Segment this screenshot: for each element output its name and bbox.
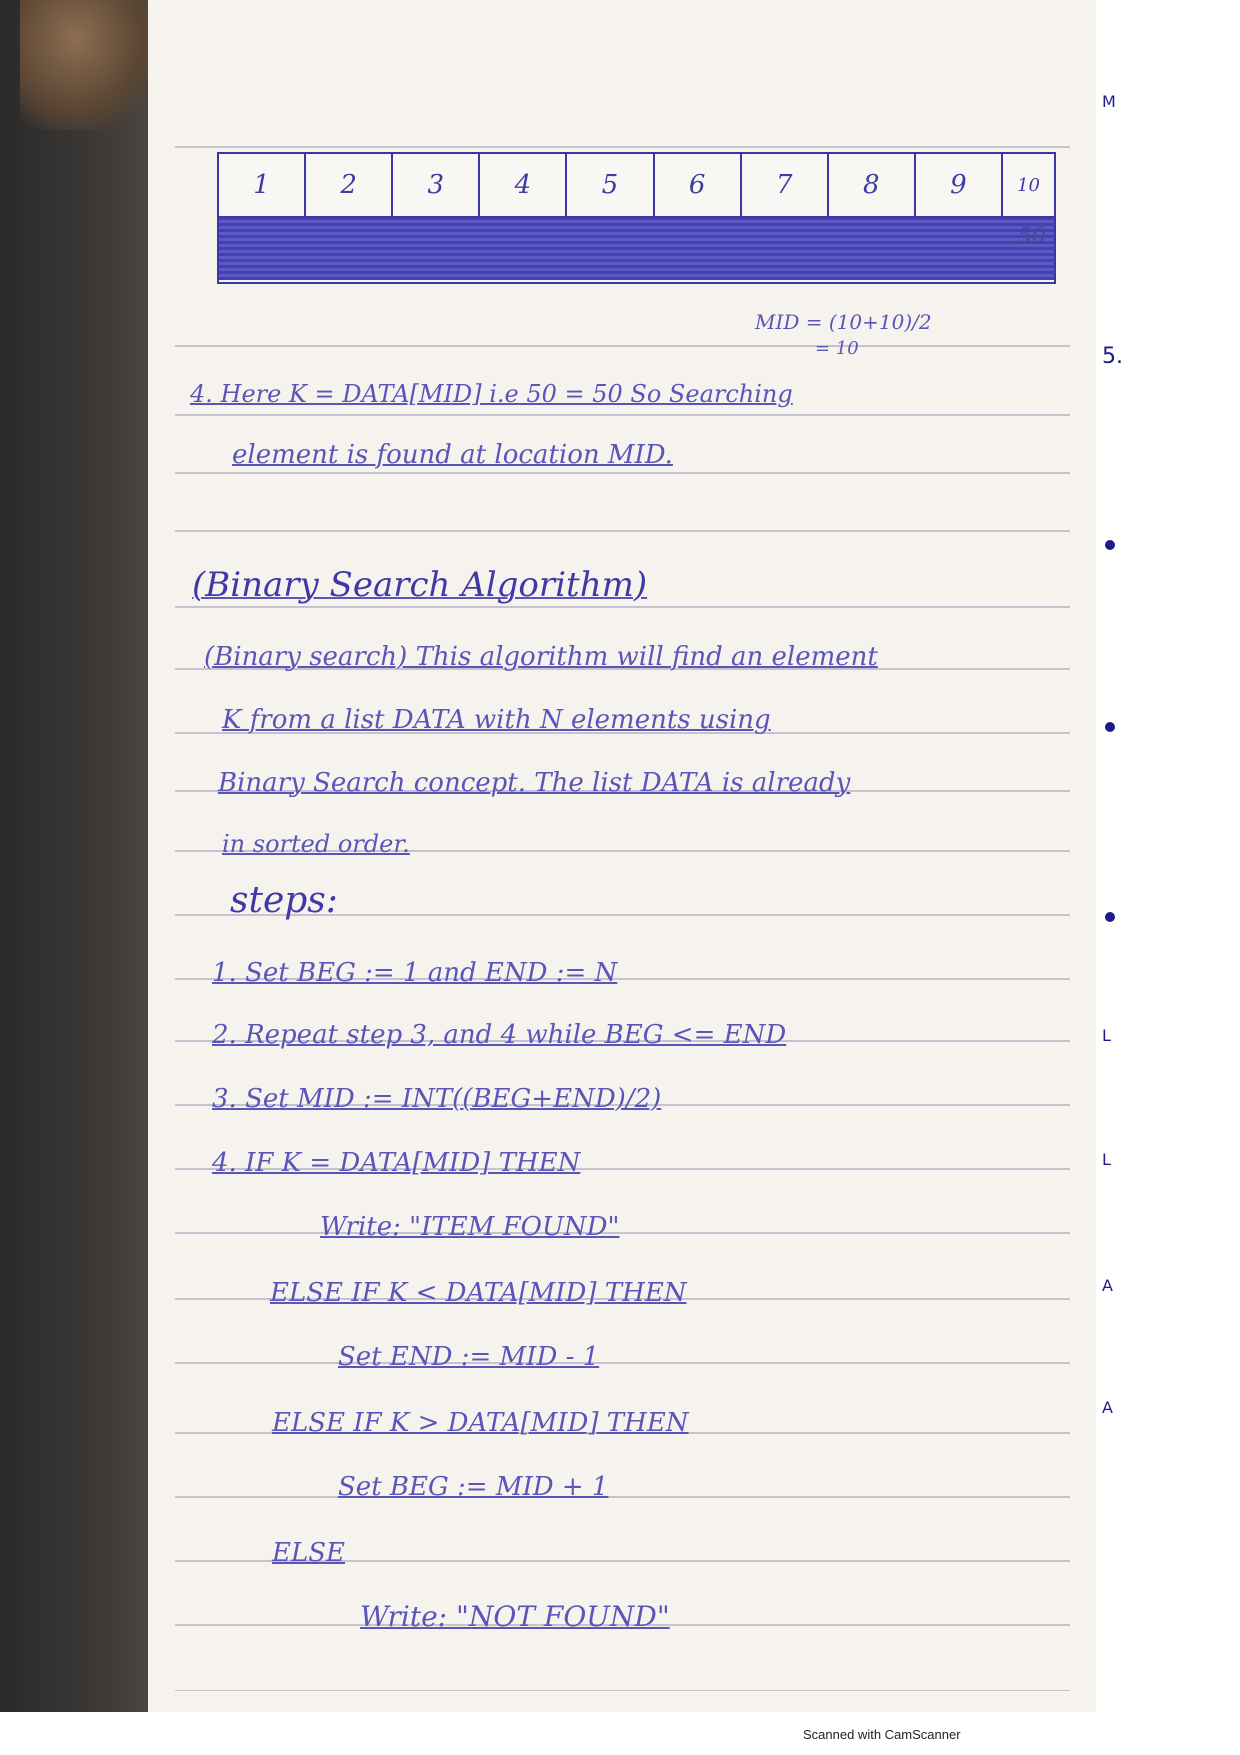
step-4-elseif-greater: ELSE IF K > DATA[MID] THEN — [272, 1408, 689, 1438]
step-4-elseif-less: ELSE IF K < DATA[MID] THEN — [270, 1278, 687, 1308]
description-line3: Binary Search concept. The list DATA is already — [218, 768, 851, 798]
step-4-not-found: Write: "NOT FOUND" — [360, 1600, 670, 1633]
finger-shadow — [20, 0, 160, 130]
array-cell: 5 — [567, 154, 654, 216]
array-index-row — [219, 154, 1054, 218]
step-4-set-end: Set END := MID - 1 — [338, 1342, 600, 1372]
steps-label: steps: — [230, 880, 338, 921]
margin-mark: L — [1102, 1026, 1111, 1045]
array-cell: 1 — [219, 154, 306, 216]
mid-result: = 10 — [815, 338, 859, 359]
array-cell: 4 — [480, 154, 567, 216]
array-cell: 7 — [742, 154, 829, 216]
section-heading: (Binary Search Algorithm) — [192, 565, 648, 605]
array-diagram — [217, 152, 1056, 284]
array-cell: 6 — [655, 154, 742, 216]
step-4-found: Write: "ITEM FOUND" — [320, 1212, 620, 1242]
description-line4: in sorted order. — [222, 830, 410, 858]
array-last-value: 50 — [1018, 224, 1046, 249]
description-line1: (Binary search) This algorithm will find an element — [204, 642, 878, 672]
array-value-row-shaded — [219, 218, 1054, 280]
step-2: 2. Repeat step 3, and 4 while BEG <= END — [212, 1020, 787, 1050]
step4-note-line2: element is found at location MID. — [232, 440, 673, 470]
margin-dot — [1105, 912, 1115, 922]
array-cell: 2 — [306, 154, 393, 216]
step4-note-line1: 4. Here K = DATA[MID] i.e 50 = 50 So Searching — [190, 380, 793, 408]
scanner-watermark: Scanned with CamScanner — [803, 1727, 961, 1742]
array-cell: 8 — [829, 154, 916, 216]
margin-mark: 5. — [1102, 344, 1123, 369]
background-edge — [0, 0, 148, 1712]
step-3: 3. Set MID := INT((BEG+END)/2) — [212, 1084, 662, 1114]
step-4: 4. IF K = DATA[MID] THEN — [212, 1148, 581, 1178]
array-cell: 9 — [916, 154, 1003, 216]
mid-formula: MID = (10+10)/2 — [755, 310, 932, 334]
margin-dot — [1105, 540, 1115, 550]
description-line2: K from a list DATA with N elements using — [222, 705, 771, 735]
margin-mark: A — [1102, 1276, 1113, 1295]
array-cell-extra: 10 — [1017, 174, 1040, 196]
margin-mark: A — [1102, 1398, 1113, 1417]
step-4-else: ELSE — [272, 1538, 346, 1568]
margin-mark: L — [1102, 1150, 1111, 1169]
step-1: 1. Set BEG := 1 and END := N — [212, 958, 618, 988]
right-margin — [1096, 0, 1240, 1712]
margin-mark: M — [1102, 92, 1116, 111]
array-cell: 3 — [393, 154, 480, 216]
margin-dot — [1105, 722, 1115, 732]
step-4-set-beg: Set BEG := MID + 1 — [338, 1472, 609, 1502]
